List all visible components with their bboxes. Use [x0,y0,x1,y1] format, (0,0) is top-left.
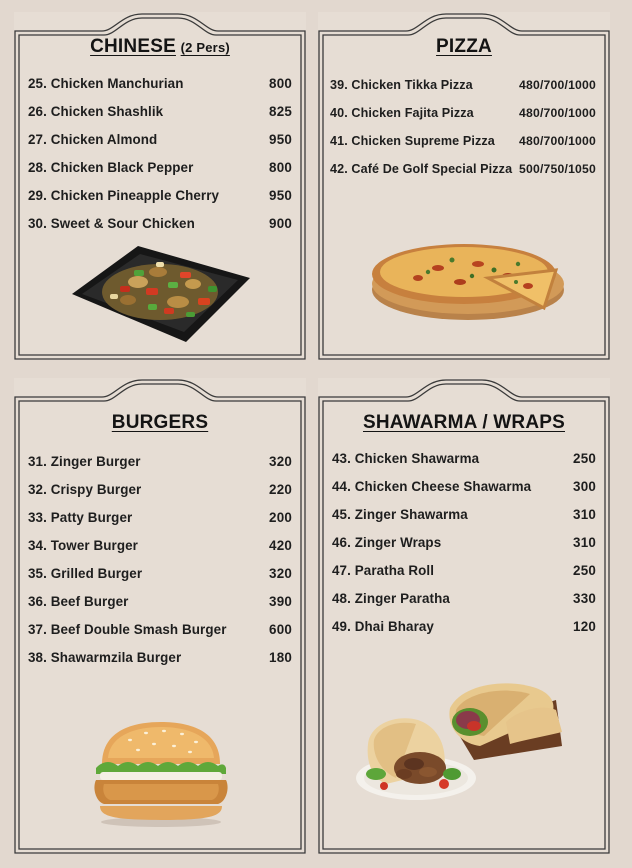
chinese-title [14,36,306,58]
item-price: 800 [269,76,292,91]
wraps-image [356,674,566,804]
chinese-title-sub: (2 Pers) [180,40,230,55]
item-price: 220 [269,482,292,497]
item-name: 45. Zinger Shawarma [332,507,468,522]
menu-item [28,160,292,175]
burgers-title [14,412,306,434]
menu-item [28,76,292,91]
menu-item [332,563,596,578]
menu-item [330,162,596,176]
item-price: 200 [269,510,292,525]
chinese-title-main: CHINESE [90,36,176,57]
item-price: 825 [269,104,292,119]
chinese-panel [14,12,306,360]
item-price: 950 [269,132,292,147]
item-name: 29. Chicken Pineapple Cherry [28,188,220,203]
item-price: 480/700/1000 [519,78,596,92]
item-name: 26. Chicken Shashlik [28,104,164,119]
menu-item [332,451,596,466]
menu-item [28,594,292,609]
menu-item [332,619,596,634]
menu-item [330,106,596,120]
item-name: 38. Shawarmzila Burger [28,650,182,665]
item-name: 25. Chicken Manchurian [28,76,184,91]
menu-item [28,216,292,231]
item-price: 320 [269,454,292,469]
item-price: 320 [269,566,292,581]
burgers-title-main: BURGERS [111,412,209,433]
menu-item [330,134,596,148]
item-name: 31. Zinger Burger [28,454,141,469]
item-name: 28. Chicken Black Pepper [28,160,194,175]
item-name: 41. Chicken Supreme Pizza [330,134,495,148]
menu-item [28,538,292,553]
item-price: 480/700/1000 [519,106,596,120]
pizza-panel [318,12,610,360]
menu-item [28,510,292,525]
item-price: 800 [269,160,292,175]
menu-item [28,132,292,147]
item-name: 35. Grilled Burger [28,566,143,581]
pizza-title-main: PIZZA [436,36,492,57]
item-name: 39. Chicken Tikka Pizza [330,78,473,92]
menu-item [330,78,596,92]
item-name: 44. Chicken Cheese Shawarma [332,479,532,494]
item-price: 250 [573,563,596,578]
shawarma-title-main: SHAWARMA / WRAPS [363,412,565,433]
item-name: 43. Chicken Shawarma [332,451,480,466]
item-name: 48. Zinger Paratha [332,591,450,606]
item-price: 390 [269,594,292,609]
item-price: 300 [573,479,596,494]
item-name: 36. Beef Burger [28,594,129,609]
menu-item [28,454,292,469]
menu-item [28,622,292,637]
menu-item [332,507,596,522]
item-price: 310 [573,535,596,550]
item-name: 37. Beef Double Smash Burger [28,622,227,637]
burgers-panel [14,378,306,854]
item-price: 310 [573,507,596,522]
item-name: 33. Patty Burger [28,510,133,525]
menu-item [28,482,292,497]
item-price: 120 [573,619,596,634]
menu-item [332,535,596,550]
item-price: 420 [269,538,292,553]
chinese-dish-image [68,242,252,346]
pizza-title [318,36,610,58]
item-name: 47. Paratha Roll [332,563,435,578]
item-price: 180 [269,650,292,665]
item-name: 27. Chicken Almond [28,132,158,147]
item-name: 40. Chicken Fajita Pizza [330,106,474,120]
item-name: 49. Dhai Bharay [332,619,434,634]
item-name: 46. Zinger Wraps [332,535,442,550]
item-name: 42. Café De Golf Special Pizza [330,162,513,176]
item-price: 250 [573,451,596,466]
item-name: 30. Sweet & Sour Chicken [28,216,195,231]
shawarma-title [318,412,610,434]
item-price: 900 [269,216,292,231]
shawarma-panel [318,378,610,854]
item-price: 500/750/1050 [519,162,596,176]
pizza-image [368,234,568,326]
item-price: 330 [573,591,596,606]
item-price: 950 [269,188,292,203]
item-name: 34. Tower Burger [28,538,138,553]
item-price: 600 [269,622,292,637]
burger-image [90,718,232,828]
item-price: 480/700/1000 [519,134,596,148]
menu-item [28,188,292,203]
menu-item [28,650,292,665]
menu-item [332,479,596,494]
menu-item [28,566,292,581]
menu-item [28,104,292,119]
item-name: 32. Crispy Burger [28,482,142,497]
menu-item [332,591,596,606]
